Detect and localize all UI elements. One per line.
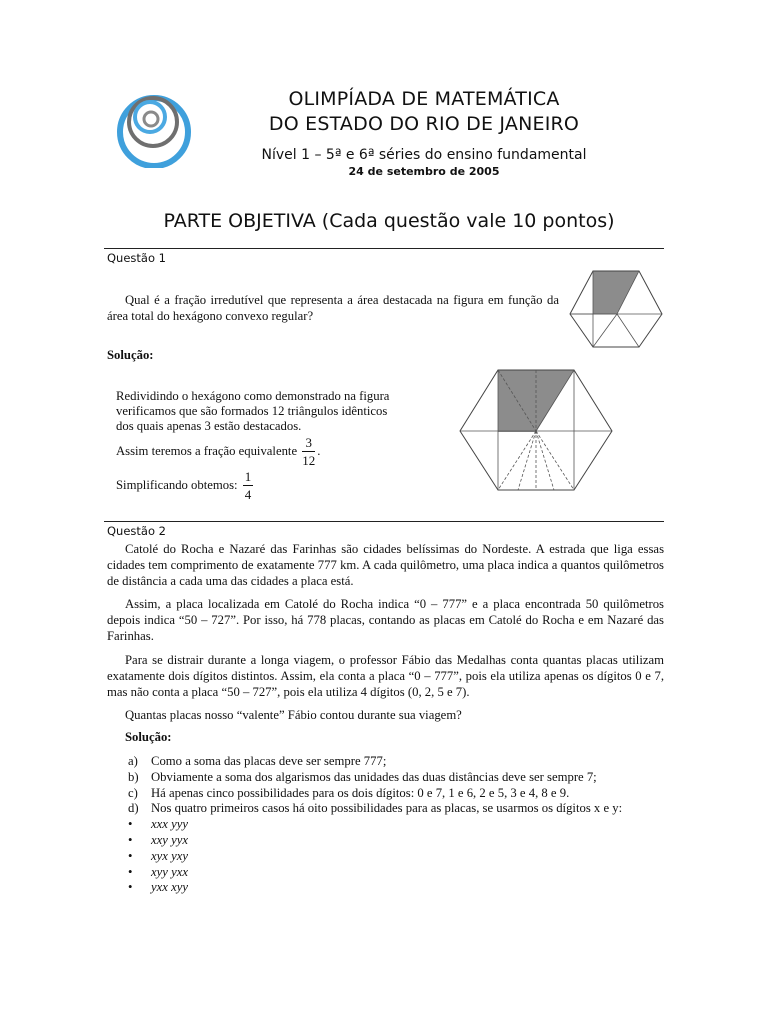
bullet-item <box>128 833 668 849</box>
question-2-label: Questão 2 <box>107 524 166 538</box>
list-item <box>128 770 668 786</box>
fraction-numerator: 3 <box>302 436 315 452</box>
part-title: PARTE OBJETIVA (Cada questão vale 10 pontos) <box>163 210 615 232</box>
list-marker: c) <box>128 785 138 800</box>
question-2-paragraph-2: Assim, a placa localizada em Catolé do Rocha indica “0 – 777” e a placa encontrada 50 quilômetros depois indica “50 – 727”. Por isso, há 778 placas, contando as placas em Catolé do Rocha e em Nazaré das Farinhas. <box>107 597 664 643</box>
bullet-item <box>128 865 668 881</box>
list-item-text: Nos quatro primeiros casos há oito possibilidades para as placas, se usarmos os dígitos x e y: <box>151 801 623 816</box>
bullet-icon: • <box>128 832 133 847</box>
solution-label-1: Solução: <box>107 348 154 362</box>
divider <box>104 521 664 522</box>
bullet-text: yxx xyy <box>151 880 188 895</box>
bullet-icon: • <box>128 817 133 832</box>
bullet-item <box>128 880 668 896</box>
divider <box>104 248 664 249</box>
list-item-text: Obviamente a soma dos algarismos das unidades das duas distâncias deve ser sempre 7; <box>151 769 597 784</box>
solution-2-list <box>128 754 668 896</box>
list-item <box>128 786 668 802</box>
exam-date: 24 de setembro de 2005 <box>348 165 500 178</box>
simplified-text: Simplificando obtemos: <box>116 477 238 492</box>
fraction-denominator: 12 <box>302 453 316 468</box>
list-item <box>128 801 668 817</box>
list-item <box>128 754 668 770</box>
fraction-3-12 <box>302 436 315 468</box>
bullet-item <box>128 817 668 833</box>
fraction-period: . <box>317 443 321 458</box>
bullet-icon: • <box>128 880 133 895</box>
fraction-1-4 <box>243 470 254 502</box>
bullet-icon: • <box>128 864 133 879</box>
list-item-text: Há apenas cinco possibilidades para os dois dígitos: 0 e 7, 1 e 6, 2 e 5, 3 e 4, 8 e 9. <box>151 785 570 800</box>
list-item-text: Como a soma das placas deve ser sempre 777; <box>151 754 387 768</box>
bullet-text: xyx yxy <box>151 848 188 863</box>
hexagon-solution-figure <box>458 368 614 492</box>
list-marker: d) <box>128 801 139 816</box>
question-1-label: Questão 1 <box>107 251 166 265</box>
bullet-icon: • <box>128 848 133 863</box>
bullet-text: xxx yyy <box>151 817 188 832</box>
hexagon-figure <box>568 268 664 350</box>
solution-label-2: Solução: <box>125 730 172 744</box>
solution-1-text: Redividindo o hexágono como demonstrado na figura verificamos que são formados 12 triângulos idênticos dos quais apenas 3 estão destacados. <box>116 389 390 433</box>
title-line-2: DO ESTADO DO RIO DE JANEIRO <box>268 113 580 135</box>
equivalent-fraction-text: Assim teremos a fração equivalente <box>116 443 298 458</box>
question-2-prompt: Quantas placas nosso “valente” Fábio contou durante sua viagem? <box>125 708 462 722</box>
fraction-numerator: 1 <box>244 469 252 484</box>
question-2-paragraph-3: Para se distrair durante a longa viagem, o professor Fábio das Medalhas conta quantas placas utilizam exatamente dois dígitos distintos. Assim, ela conta a placa “0 – 777”, pois ela utiliza apenas os dígitos 0 e 7, mas não conta a placa “50 – 727”, pois ela utiliza 4 dígitos (0, 2, 5 e 7). <box>107 653 664 699</box>
question-2-paragraph-1: Catolé do Rocha e Nazaré das Farinhas são cidades belíssimas do Nordeste. A estrada que liga essas cidades tem comprimento de exatamente 777 km. A cada quilômetro, uma placa indica a quantos quilômetros de distância a cada uma das cidades a placa está. <box>107 542 664 588</box>
fraction-denominator: 4 <box>244 487 252 502</box>
title-line-1: OLIMPÍADA DE MATEMÁTICA <box>288 88 560 110</box>
list-marker: a) <box>128 754 138 768</box>
level-subtitle: Nível 1 – 5ª e 6ª séries do ensino fundamental <box>261 147 587 163</box>
bullet-text: xyy yxx <box>151 864 188 879</box>
equivalent-fraction-line <box>116 436 320 468</box>
bullet-item <box>128 849 668 865</box>
list-marker: b) <box>128 769 139 784</box>
bullet-text: xxy yyx <box>151 832 188 847</box>
simplified-fraction-line <box>116 470 255 502</box>
question-1-text: Qual é a fração irredutível que representa a área destacada na figura em função da área total do hexágono convexo regular? <box>107 293 559 323</box>
